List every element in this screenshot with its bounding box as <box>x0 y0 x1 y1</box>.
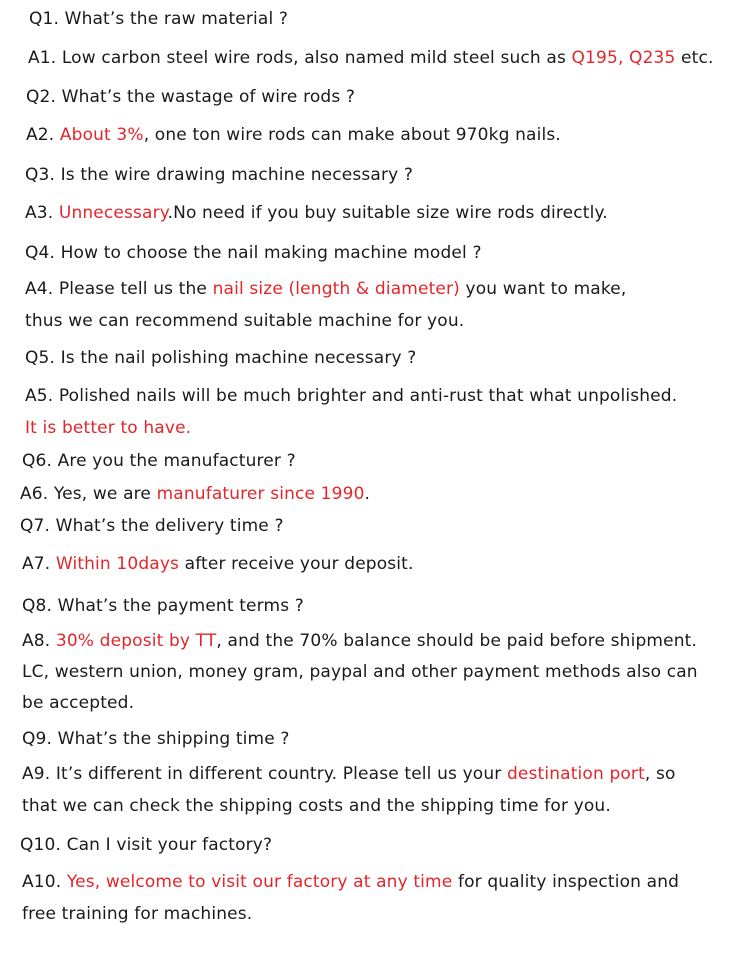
answer-highlight: Unnecessary <box>58 203 168 223</box>
answer-text: A6. Yes, we are <box>20 484 157 504</box>
answer-highlight: nail size (length & diameter) <box>212 279 460 299</box>
answer-text: after receive your deposit. <box>179 554 414 574</box>
answer-highlight: 30% deposit by TT <box>55 631 217 651</box>
answer-8-continued: LC, western union, money gram, paypal and other payment methods also can <box>22 662 698 682</box>
answer-9-continued: that we can check the shipping costs and the shipping time for you. <box>22 796 611 816</box>
answer-text: .No need if you buy suitable size wire rods directly. <box>167 203 608 223</box>
answer-text: A4. Please tell us the <box>25 279 213 299</box>
question-4: Q4. How to choose the nail making machine model ? <box>25 243 482 263</box>
question-5: Q5. Is the nail polishing machine necessary ? <box>25 348 417 368</box>
answer-text: etc. <box>675 48 714 68</box>
answer-highlight: Within 10days <box>55 554 180 574</box>
answer-highlight: destination port <box>506 764 645 784</box>
answer-highlight: Q195, Q235 <box>571 48 676 68</box>
answer-9 <box>22 764 676 784</box>
question-6: Q6. Are you the manufacturer ? <box>22 451 296 471</box>
answer-2 <box>26 125 561 145</box>
answer-text: A2. <box>26 125 60 145</box>
answer-text: A10. <box>22 872 67 892</box>
question-7: Q7. What’s the delivery time ? <box>20 516 284 536</box>
answer-text: A7. <box>22 554 56 574</box>
answer-highlight: manufaturer since 1990 <box>156 484 365 504</box>
answer-5-highlight: It is better to have. <box>25 418 192 438</box>
question-1: Q1. What’s the raw material ? <box>29 9 289 29</box>
answer-6 <box>20 484 370 504</box>
answer-8-continued-2: be accepted. <box>22 693 135 713</box>
answer-1 <box>28 48 714 68</box>
answer-text: for quality inspection and <box>452 872 680 892</box>
answer-text: . <box>364 484 371 504</box>
answer-highlight: Yes, welcome to visit our factory at any time <box>66 872 453 892</box>
answer-4 <box>25 279 626 299</box>
answer-7 <box>22 554 414 574</box>
answer-3 <box>25 203 608 223</box>
question-2: Q2. What’s the wastage of wire rods ? <box>26 87 356 107</box>
question-8: Q8. What’s the payment terms ? <box>22 596 304 616</box>
answer-8 <box>22 631 697 651</box>
answer-text: A1. Low carbon steel wire rods, also named mild steel such as <box>28 48 572 68</box>
question-3: Q3. Is the wire drawing machine necessary ? <box>25 165 414 185</box>
answer-10 <box>22 872 679 892</box>
answer-10-continued: free training for machines. <box>22 904 253 924</box>
answer-highlight: About 3% <box>59 125 144 145</box>
answer-text: , one ton wire rods can make about 970kg nails. <box>143 125 561 145</box>
answer-text: A3. <box>25 203 59 223</box>
answer-text: you want to make, <box>459 279 627 299</box>
answer-text: , so <box>644 764 676 784</box>
answer-5: A5. Polished nails will be much brighter and anti-rust that what unpolished. <box>25 386 678 406</box>
answer-text: A9. It’s different in different country. Please tell us your <box>22 764 507 784</box>
question-10: Q10. Can I visit your factory? <box>20 835 273 855</box>
answer-text: , and the 70% balance should be paid before shipment. <box>216 631 698 651</box>
answer-4-continued: thus we can recommend suitable machine for you. <box>25 311 465 331</box>
answer-text: A8. <box>22 631 56 651</box>
question-9: Q9. What’s the shipping time ? <box>22 729 290 749</box>
